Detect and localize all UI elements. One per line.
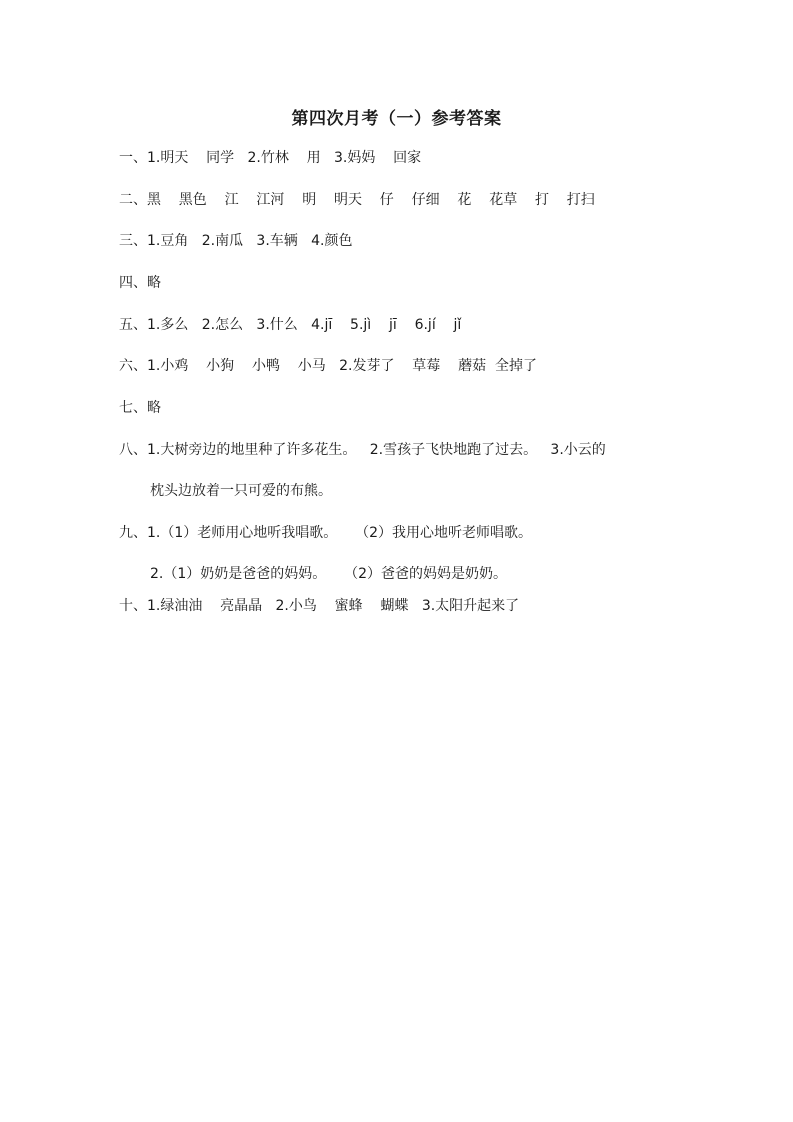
answer-line-3: 三、1.豆角 2.南瓜 3.车辆 4.颜色	[119, 233, 353, 249]
page-title: 第四次月考（一）参考答案	[291, 109, 502, 129]
answer-line-8: 八、1.大树旁边的地里种了许多花生。 2.雪孩子飞快地跑了过去。 3.小云的	[119, 442, 606, 458]
answer-line-7: 七、略	[119, 400, 161, 416]
answer-line-1: 一、1.明天 同学 2.竹林 用 3.妈妈 回家	[119, 150, 422, 166]
answer-line-6: 六、1.小鸡 小狗 小鸭 小马 2.发芽了 草莓 蘑菇 全掉了	[119, 358, 537, 374]
answer-line-9-part-2: 2.（1）奶奶是爸爸的妈妈。 （2）爸爸的妈妈是奶奶。	[150, 566, 507, 582]
answer-line-8-continued: 枕头边放着一只可爱的布熊。	[150, 483, 332, 499]
answer-line-9: 九、1.（1）老师用心地听我唱歌。 （2）我用心地听老师唱歌。	[119, 525, 532, 541]
answer-line-2: 二、黑 黑色 江 江河 明 明天 仔 仔细 花 花草 打 打扫	[119, 192, 595, 208]
answer-line-4: 四、略	[119, 275, 161, 291]
answer-line-5: 五、1.多么 2.怎么 3.什么 4.jī 5.jì jī 6.jí jǐ	[119, 317, 462, 333]
answer-line-10: 十、1.绿油油 亮晶晶 2.小鸟 蜜蜂 蝴蝶 3.太阳升起来了	[119, 598, 520, 614]
